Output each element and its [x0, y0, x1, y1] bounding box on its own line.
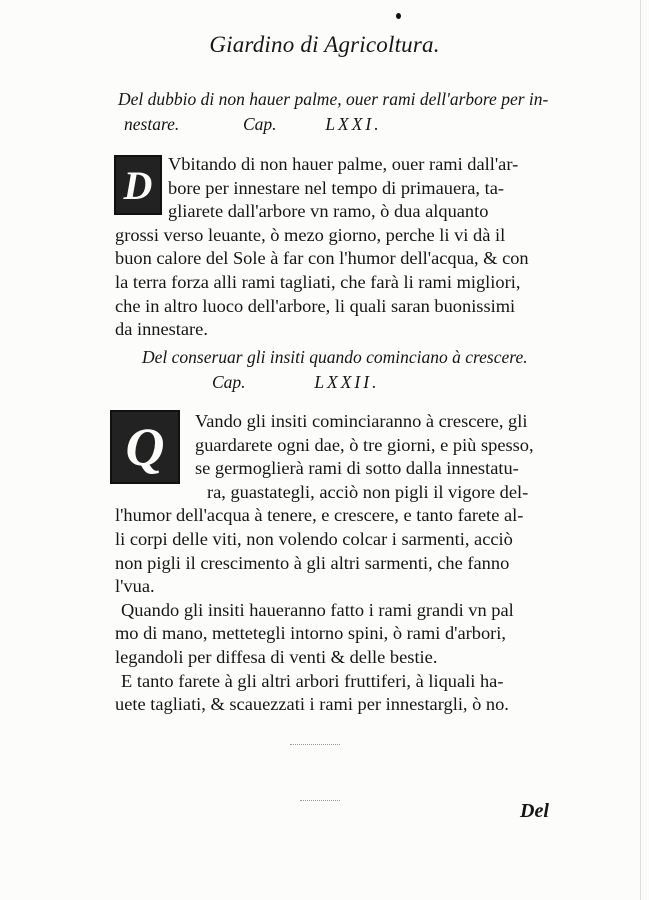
chapter-title-line-1: Del conseruar gli insiti quando cominciano à crescere.	[142, 347, 528, 367]
text-line: che in altro luoco dell'arbore, li quali saran buonissimi	[115, 295, 516, 316]
initial-letter: D	[123, 162, 153, 208]
text-line: legandoli per diffesa di venti & delle bestie.	[115, 646, 438, 667]
text-line: la terra forza alli rami tagliati, che farà li rami migliori,	[115, 271, 521, 292]
chapter-heading-71	[118, 87, 578, 137]
running-head: Giardino di Agricoltura.	[209, 32, 440, 57]
ink-dot	[396, 13, 401, 19]
text-line: non pigli il crescimento à gli altri sarmenti, che fanno	[115, 552, 510, 573]
cap-number: LXXII.	[314, 372, 380, 392]
text-line: grossi verso leuante, ò mezo giorno, perche li vi dà il	[115, 224, 506, 245]
chapter-title-end: nestare.	[124, 114, 180, 134]
cap-number: LXXI.	[325, 114, 382, 134]
chapter-71-body	[115, 153, 573, 342]
text-line: da innestare.	[115, 319, 208, 340]
catchword: Del	[520, 800, 549, 822]
text-line: mo di mano, mettetegli intorno spini, ò rami d'arbori,	[115, 623, 506, 644]
text-line: Vando gli insiti cominciaranno à crescere, gli	[195, 411, 528, 431]
text-line: guardarete ogni dae, ò tre giorni, e più spesso,	[195, 434, 534, 455]
initial-letter: Q	[125, 417, 165, 477]
text-line: ra, guastategli, acciò non pigli il vigore del-	[207, 481, 529, 502]
text-line: l'vua.	[115, 576, 155, 597]
text-line: uete tagliati, & scauezzati i rami per innestargli, ò no.	[115, 694, 509, 715]
chapter-title-line-2	[118, 370, 578, 395]
chapter-heading-72	[118, 345, 578, 395]
chapter-title-line-2	[118, 112, 578, 137]
text-line: Quando gli insiti haueranno fatto i rami grandi vn pal	[121, 599, 514, 620]
text-line: buon calore del Sole à far con l'humor dell'acqua, & con	[115, 248, 529, 269]
chapter-72-body	[115, 410, 573, 717]
text-line: E tanto farete à gli altri arbori fruttiferi, à liquali ha-	[121, 670, 504, 691]
cap-label: Cap.	[243, 114, 277, 134]
faint-ornament	[300, 800, 340, 802]
page-edge-rule	[640, 0, 641, 900]
text-line: Vbitando di non hauer palme, ouer rami dall'ar-	[168, 154, 519, 174]
cap-label: Cap.	[212, 372, 246, 392]
text-line: se germoglierà rami di sotto dalla innestatu-	[195, 458, 519, 479]
text-line: bore per innestare nel tempo di primauera, ta-	[168, 177, 504, 198]
text-line: gliarete dall'arbore vn ramo, ò dua alquanto	[168, 201, 489, 222]
faint-ornament	[290, 744, 340, 746]
text-line: li corpi delle viti, non volendo colcar i sarmenti, acciò	[115, 528, 513, 549]
chapter-title-line-1: Del dubbio di non hauer palme, ouer rami dell'arbore per in-	[118, 89, 549, 109]
text-line: l'humor dell'acqua à tenere, e crescere, e tanto farete al-	[115, 505, 524, 526]
